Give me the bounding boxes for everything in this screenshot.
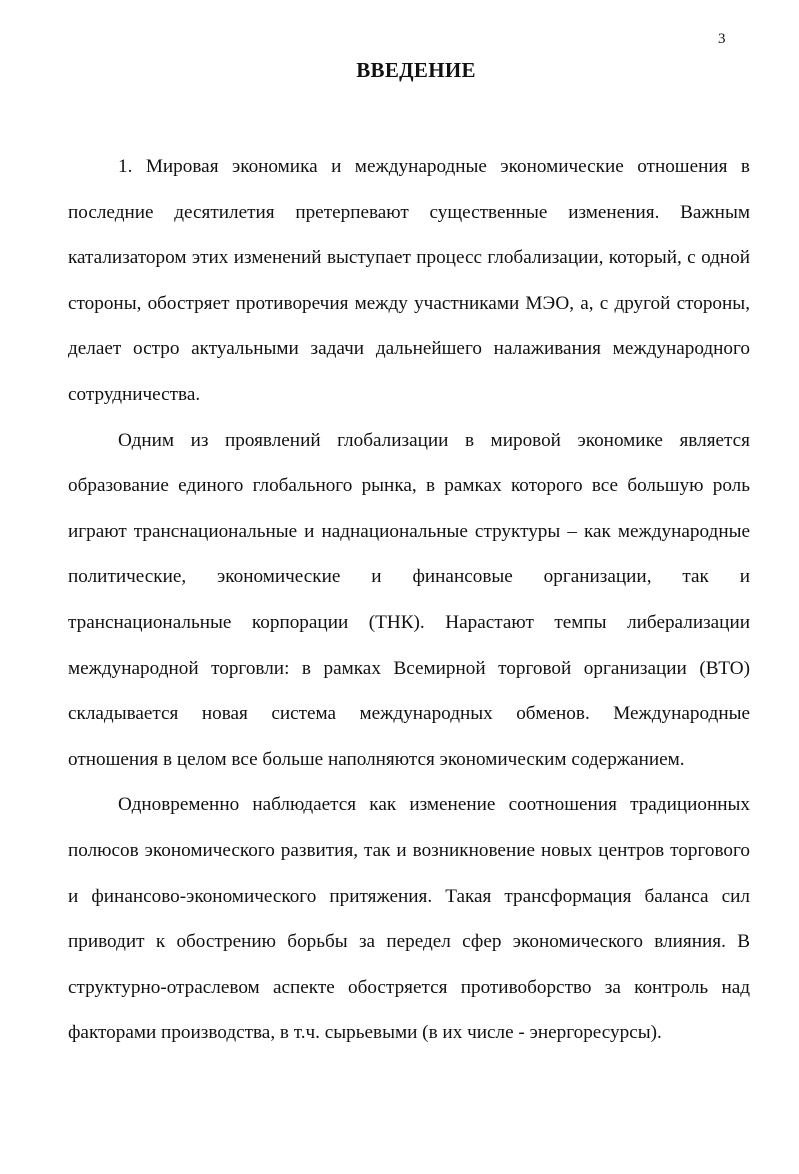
paragraph-2: Одним из проявлений глобализации в мировой экономике является образование единого глобального рынка, в рамках которого все большую роль играют транснациональные и наднациональные структуры – как международные политические, экономические и финансовые организации, так и транснациональные корпорации (ТНК). Нарастают темпы либерализации международной торговли: в рамках Всемирной торговой организации (ВТО) складывается новая система международных обменов. Международные отношения в целом все больше наполняются экономическим содержанием. bbox=[68, 429, 750, 770]
document-body bbox=[68, 144, 750, 1056]
page-title: ВВЕДЕНИЕ bbox=[356, 58, 476, 82]
page-number: 3 bbox=[718, 31, 726, 47]
paragraph-3: Одновременно наблюдается как изменение соотношения традиционных полюсов экономического развития, так и возникновение новых центров торгового и финансово-экономического притяжения. Такая трансформация баланса сил приводит к обострению борьбы за передел сфер экономического влияния. В структурно-отраслевом аспекте обостряется противоборство за контроль над факторами производства, в т.ч. сырьевыми (в их числе - энергоресурсы). bbox=[68, 794, 750, 1044]
paragraph-1: 1. Мировая экономика и международные экономические отношения в последние десятилетия претерпевают существенные изменения. Важным катализатором этих изменений выступает процесс глобализации, который, с одной стороны, обостряет противоречия между участниками МЭО, а, с другой стороны, делает остро актуальными задачи дальнейшего налаживания международного сотрудничества. bbox=[68, 156, 750, 405]
